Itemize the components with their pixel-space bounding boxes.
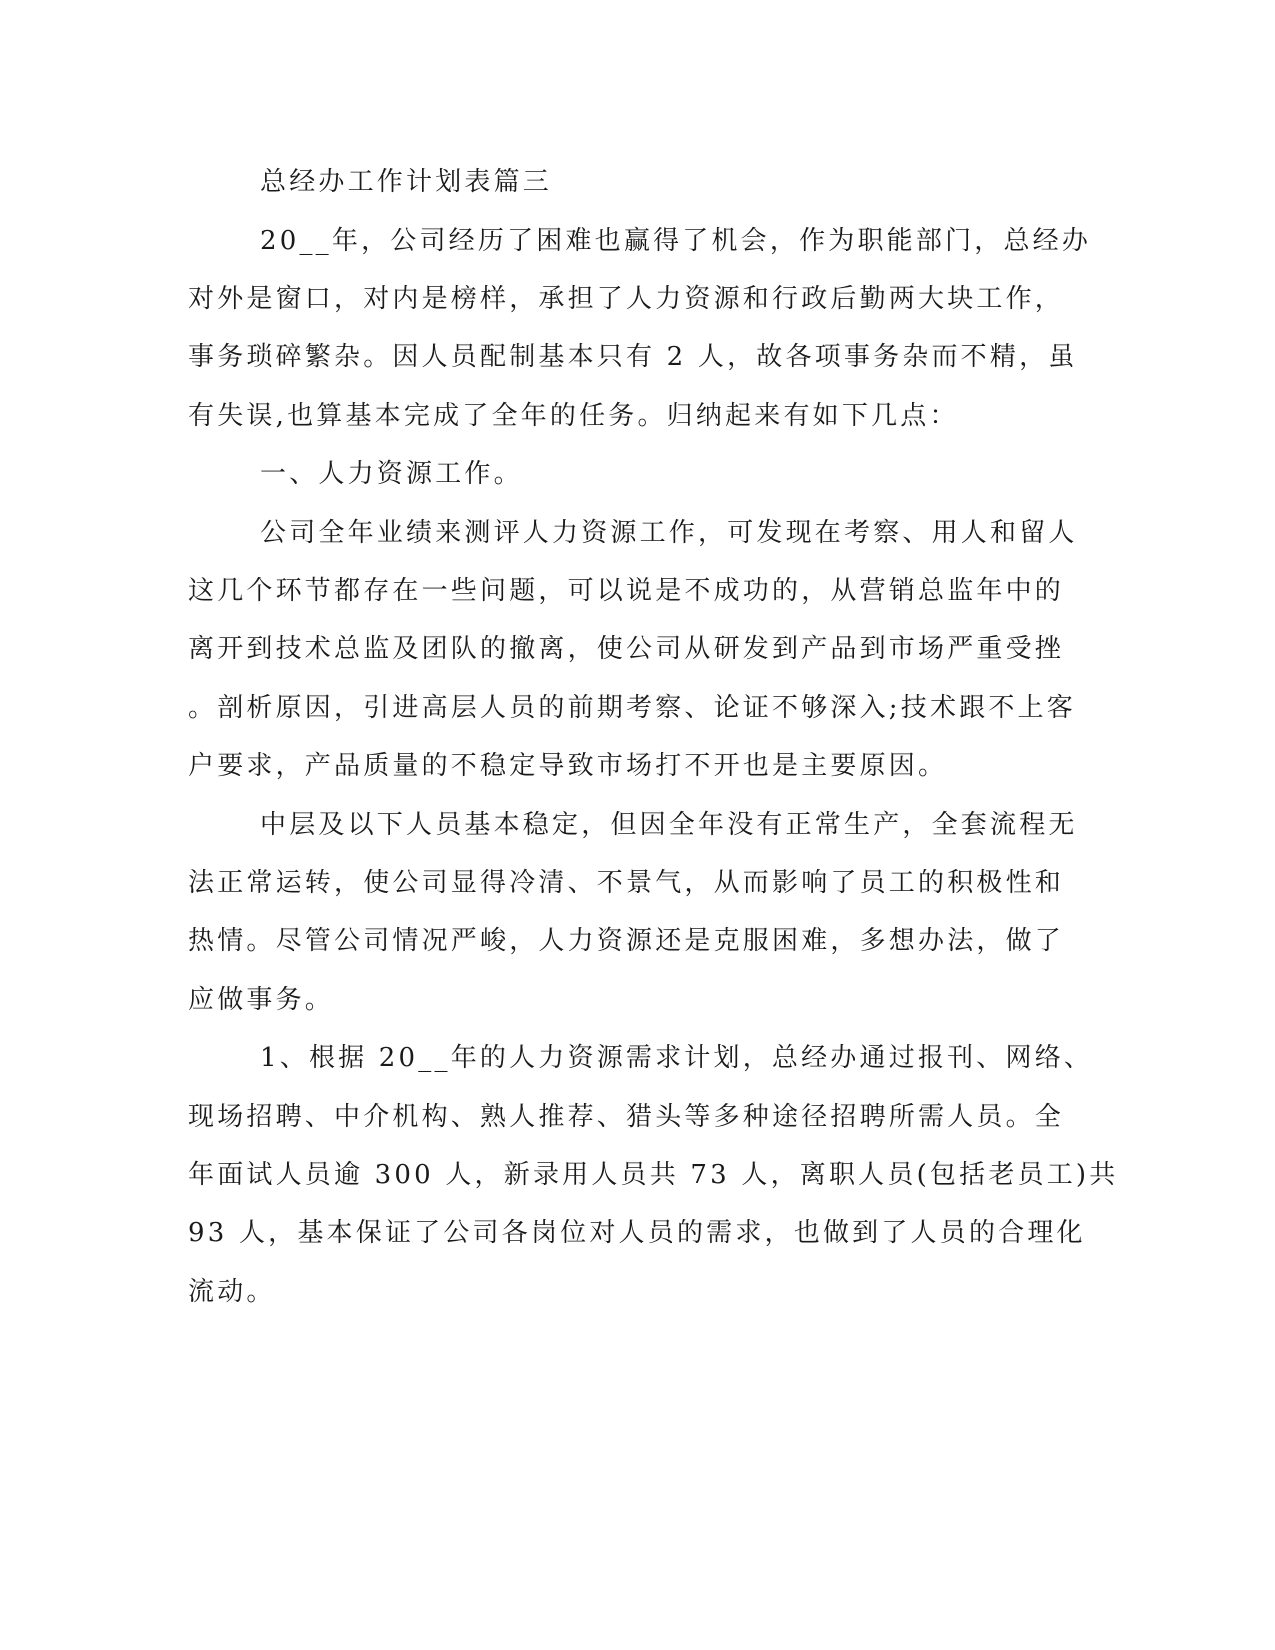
paragraph-line: 有失误,也算基本完成了全年的任务。归纳起来有如下几点： [188,401,959,431]
paragraph-line: 公司全年业绩来测评人力资源工作，可发现在考察、用人和留人 [260,518,1078,548]
paragraph-line: 流动。 [188,1277,276,1307]
paragraph-line: 户要求，产品质量的不稳定导致市场打不开也是主要原因。 [188,751,948,781]
paragraph-line: 应做事务。 [188,985,335,1015]
paragraph-line: 离开到技术总监及团队的撤离，使公司从研发到产品到市场严重受挫 [188,634,1065,664]
paragraph-line: 这几个环节都存在一些问题，可以说是不成功的，从营销总监年中的 [188,576,1065,606]
paragraph-line: 热情。尽管公司情况严峻，人力资源还是克服困难，多想办法，做了 [188,926,1065,956]
paragraph-line: 对外是窗口，对内是榜样，承担了人力资源和行政后勤两大块工作， [188,284,1065,314]
document-title: 总经办工作计划表篇三 [260,167,553,197]
paragraph-line: 年面试人员逾 300 人，新录用人员共 73 人，离职人员(包括老员工)共 [188,1160,1119,1190]
paragraph-line: 20__年，公司经历了困难也赢得了机会，作为职能部门，总经办 [260,226,1092,256]
section-heading: 一、人力资源工作。 [260,459,523,489]
paragraph-line: 现场招聘、中介机构、熟人推荐、猎头等多种途径招聘所需人员。全 [188,1102,1065,1132]
paragraph-line: 1、根据 20__年的人力资源需求计划，总经办通过报刊、网络、 [260,1043,1094,1073]
paragraph-line: 。剖析原因，引进高层人员的前期考察、论证不够深入;技术跟不上客 [188,693,1076,723]
paragraph-line: 中层及以下人员基本稳定，但因全年没有正常生产，全套流程无 [260,810,1078,840]
paragraph-line: 93 人，基本保证了公司各岗位对人员的需求，也做到了人员的合理化 [188,1218,1086,1248]
paragraph-line: 事务琐碎繁杂。因人员配制基本只有 2 人，故各项事务杂而不精，虽 [188,342,1078,372]
paragraph-line: 法正常运转，使公司显得冷清、不景气，从而影响了员工的积极性和 [188,868,1065,898]
